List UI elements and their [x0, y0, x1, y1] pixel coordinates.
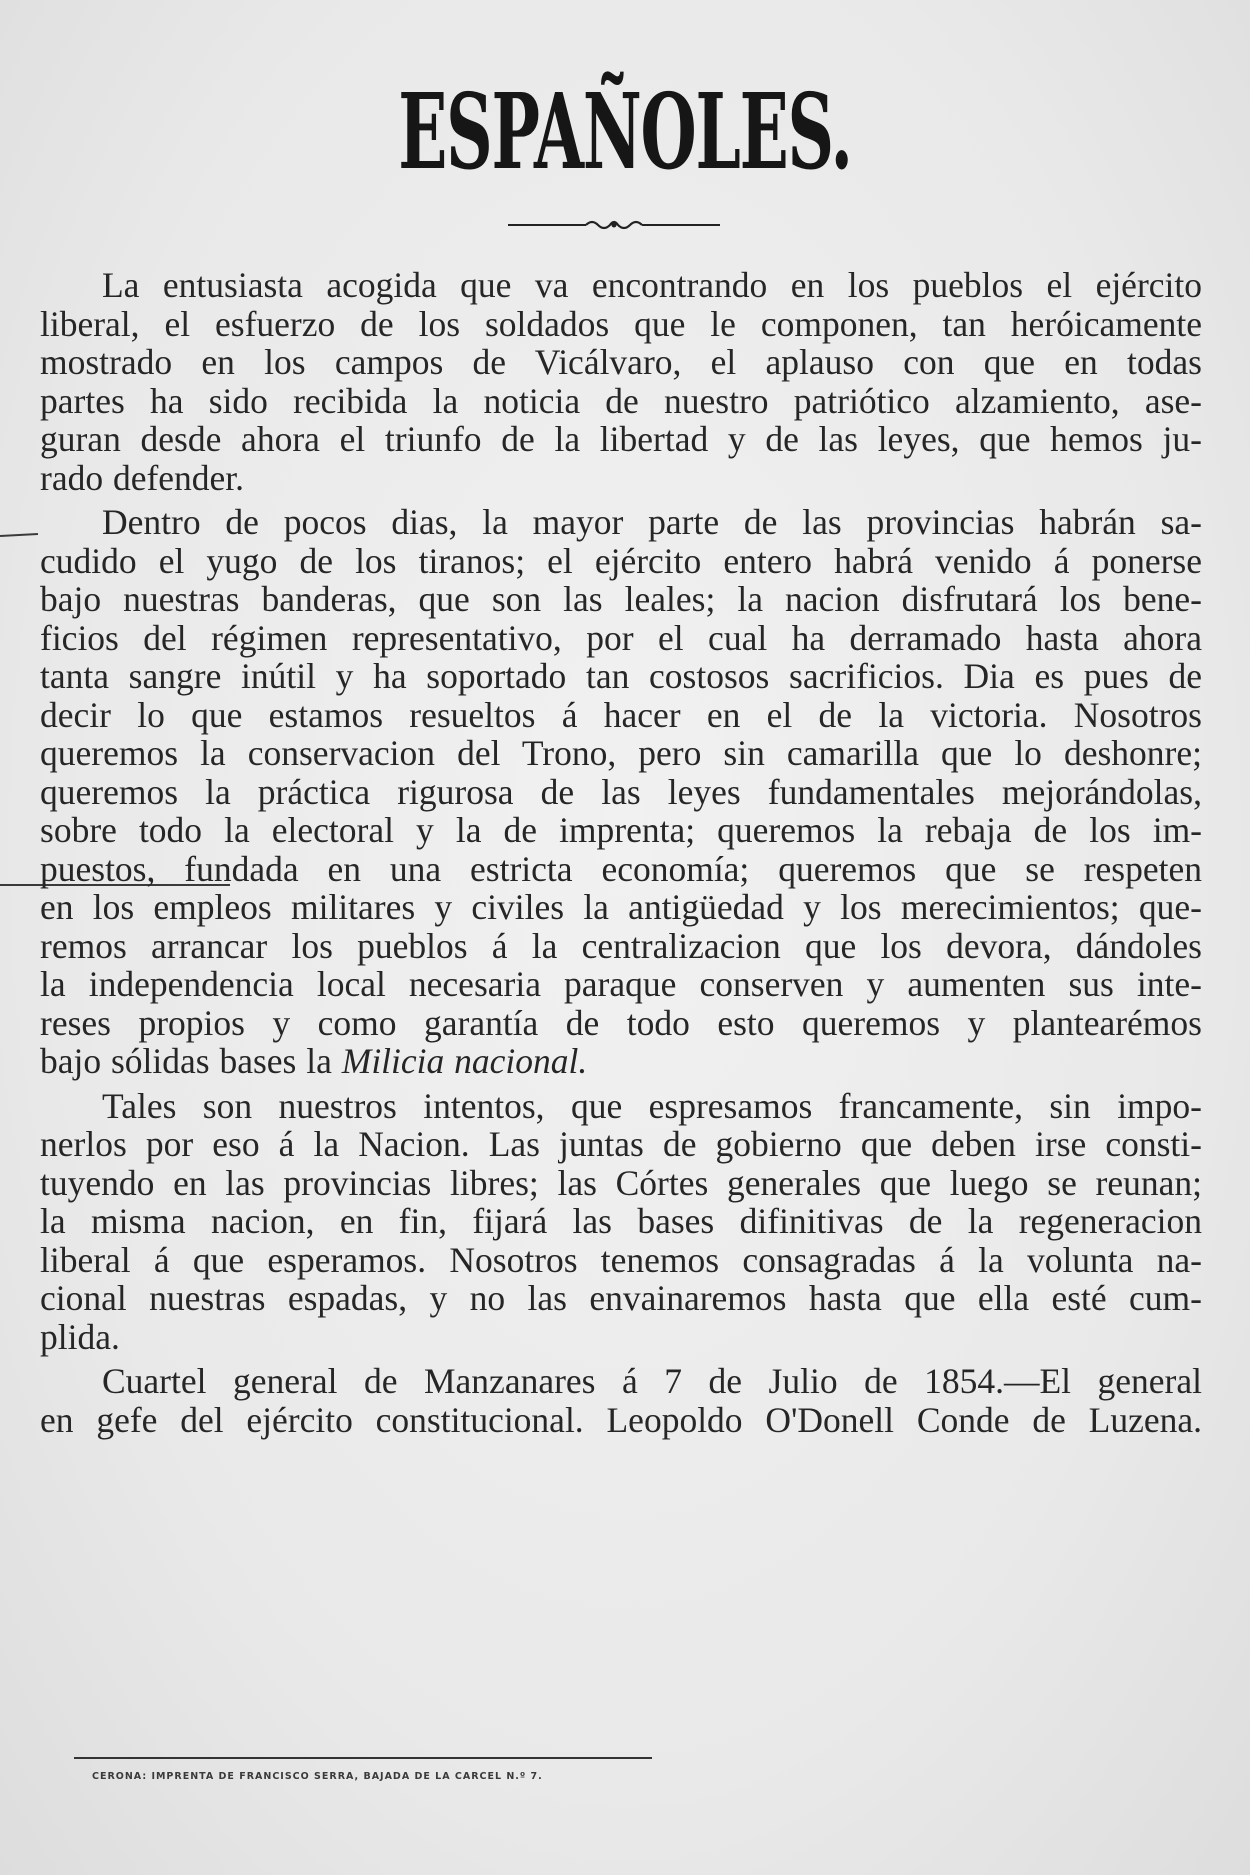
- text-line: la independencia local necesaria paraque conserven y aumenten sus inte-: [40, 964, 1202, 1004]
- text-line: tuyendo en las provincias libres; las Córtes generales que luego se reunan;: [40, 1162, 1202, 1203]
- paragraph-1: [40, 266, 1202, 497]
- paragraph-3: [40, 1087, 1202, 1357]
- text-line: ficios del régimen representativo, por el cual ha derramado hasta ahora: [40, 617, 1202, 658]
- text-line: remos arrancar los pueblos á la centralizacion que los devora, dándoles: [40, 925, 1202, 966]
- proclamation-body: [40, 266, 1202, 1445]
- text-line: en los empleos militares y civiles la antigüedad y los merecimientos; que-: [40, 887, 1202, 927]
- text-line: partes ha sido recibida la noticia de nuestro patriótico alzamiento, ase-: [40, 380, 1202, 421]
- text-line: cional nuestras espadas, y no las envainaremos hasta que ella esté cum-: [40, 1278, 1202, 1318]
- text-line: en gefe del ejército constitucional. Leopoldo O'Donell Conde de Luzena.: [40, 1399, 1202, 1440]
- margin-ink-stroke: [0, 533, 38, 537]
- text-line: rado defender.: [40, 457, 245, 498]
- printer-imprint: CERONA: IMPRENTA DE FRANCISCO SERRA, BAJADA DE LA CARCEL N.º 7.: [92, 1771, 543, 1782]
- text-line: reses propios y como garantía de todo esto queremos y plantearémos: [40, 1002, 1202, 1043]
- text-line: Cuartel general de Manzanares á 7 de Julio de 1854.—El general: [102, 1361, 1202, 1401]
- text-line: nerlos por eso á la Nacion. Las juntas de gobierno que deben irse consti-: [40, 1124, 1202, 1164]
- text-line: bajo nuestras banderas, que son las leales; la nacion disfrutará los bene-: [40, 579, 1202, 619]
- text-line: guran desde ahora el triunfo de la libertad y de las leyes, que hemos ju-: [40, 419, 1202, 459]
- imprint-rule: [74, 1757, 652, 1759]
- text-line: decir lo que estamos resueltos á hacer en el de la victoria. Nosotros: [40, 694, 1202, 735]
- paragraph-2: [40, 503, 1202, 1081]
- text-line: queremos la práctica rigurosa de las leyes fundamentales mejorándolas,: [40, 771, 1202, 812]
- text-line: la misma nacion, en fin, fijará las bases difinitivas de la regeneracion: [40, 1201, 1202, 1241]
- text-line: queremos la conservacion del Trono, pero sin camarilla que lo deshonre;: [40, 733, 1202, 773]
- milicia-nacional-emphasis: Milicia nacional.: [341, 1041, 588, 1081]
- text-line: La entusiasta acogida que va encontrando en los pueblos el ejército: [102, 265, 1202, 305]
- text-line: liberal, el esfuerzo de los soldados que le componen, tan heróicamente: [40, 303, 1202, 344]
- text-line: tanta sangre inútil y ha soportado tan costosos sacrificios. Dia es pues de: [40, 656, 1202, 696]
- text-line: puestos, fundada en una estricta economía; queremos que se respeten: [40, 848, 1202, 889]
- text-line: Tales son nuestros intentos, que espresamos francamente, sin impo-: [102, 1085, 1202, 1126]
- text-line: liberal á que esperamos. Nosotros tenemos consagradas á la volunta na-: [40, 1239, 1202, 1280]
- document-title: ESPAÑOLES.: [398, 70, 852, 193]
- text-line: mostrado en los campos de Vicálvaro, el aplauso con que en todas: [40, 342, 1202, 382]
- signature-paragraph: [40, 1362, 1202, 1439]
- text-line-prefix: bajo sólidas bases la: [40, 1041, 342, 1081]
- text-line: plida.: [40, 1316, 120, 1357]
- text-line: [40, 1042, 1202, 1081]
- text-line: sobre todo la electoral y la de imprenta; queremos la rebaja de los im-: [40, 810, 1202, 850]
- text-line: cudido el yugo de los tiranos; el ejército entero habrá venido á ponerse: [40, 540, 1202, 581]
- ornamental-divider-icon: [508, 214, 720, 236]
- text-line: Dentro de pocos dias, la mayor parte de las provincias habrán sa-: [102, 502, 1202, 542]
